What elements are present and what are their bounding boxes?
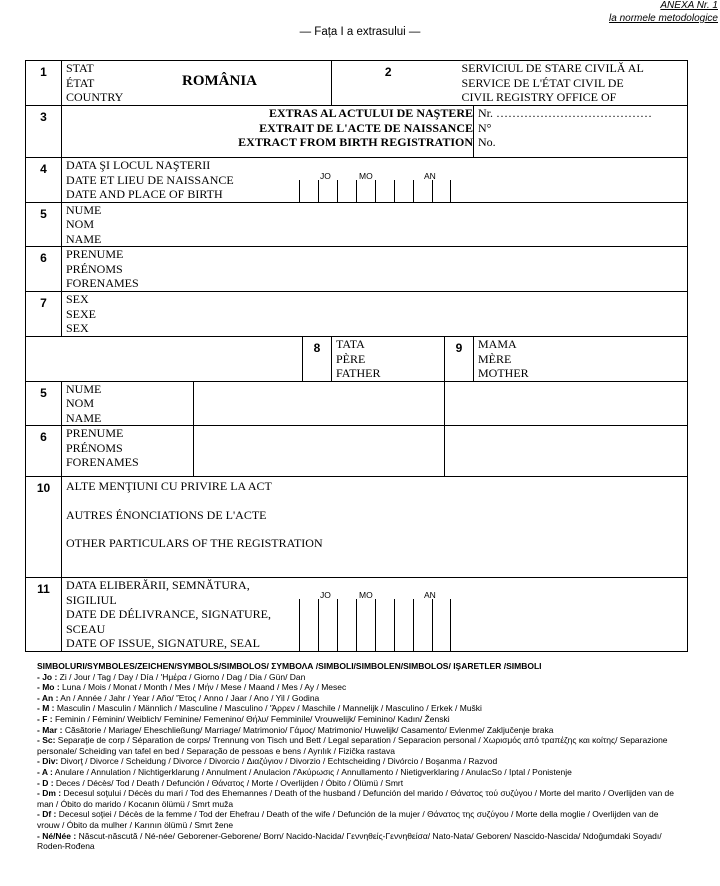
title-ro: EXTRAS AL ACTULUI DE NAŞTERE: [268, 106, 473, 120]
page-side-title: — Fața I a extrasului —: [299, 26, 421, 38]
symbol-key: - Dm :: [37, 788, 62, 799]
parents-name-label-ro: NUME: [66, 381, 102, 396]
symbol-key: - A :: [37, 766, 53, 777]
field-2-label-en: CIVIL REGISTRY OFFICE OF: [461, 90, 617, 104]
birth-month-label: MO: [359, 171, 373, 181]
field-10-label-en: OTHER PARTICULARS OF THE REGISTRATION: [66, 536, 323, 550]
symbol-text: Luna / Mois / Monat / Month / Mes / Μήν / Mese / Maand / Mes / Ay / Mesec: [59, 682, 347, 693]
field-5-name: [62, 202, 688, 247]
field-7-label-ro: SEX: [66, 292, 89, 306]
parents-forenames-label: [62, 426, 194, 477]
registration-number: [474, 106, 688, 158]
symbols-heading: SIMBOLURI/SYMBOLES/ZEICHEN/SYMBOLS/SIMBOLOS/ ΣΥΜΒΟΛΑ /SIMBOLI/SIMBOLEN/SIMBOLOS/ IŞARETLER /SIMBOLI: [37, 661, 542, 671]
field-8-label-ro: TATA: [336, 337, 365, 351]
field-5-label-ro: NUME: [66, 202, 102, 217]
issue-year-label: AN: [424, 590, 436, 600]
symbol-key: - Div:: [37, 756, 59, 767]
field-11-label-ro-2: SIGILIUL: [66, 592, 117, 607]
field-1-label-ro: STAT: [66, 61, 94, 75]
symbol-item: [37, 682, 677, 693]
field-7-label-fr: SEXE: [66, 306, 96, 321]
parents-forenames-number: 6: [26, 426, 62, 477]
symbol-item: [37, 788, 677, 809]
symbol-item: [37, 756, 677, 767]
parents-name-label-fr: NOM: [66, 396, 95, 410]
symbol-text: An / Année / Jahr / Year / Año/ 'Έτος / Anno / Jaar / Ano / Yil / Godina: [58, 692, 320, 703]
field-3-number: 3: [26, 106, 62, 158]
symbol-item: [37, 714, 677, 725]
symbol-key: - F :: [37, 713, 53, 724]
parents-forenames-label-fr: PRÉNOMS: [66, 440, 123, 455]
field-7-sex: [62, 292, 688, 337]
field-10-label-ro: ALTE MENŢIUNI CU PRIVIRE LA ACT: [66, 479, 272, 493]
field-5-label-en: NAME: [66, 231, 102, 246]
symbols-list: [37, 672, 677, 852]
field-10-label-fr: AUTRES ÉNONCIATIONS DE L'ACTE: [66, 507, 267, 522]
field-8-father: [332, 337, 445, 382]
symbol-item: [37, 767, 677, 778]
parents-forenames-label-en: FORENAMES: [66, 455, 139, 469]
birth-day-label: JO: [320, 171, 331, 181]
field-10-number: 10: [26, 477, 62, 578]
field-9-label-en: MOTHER: [478, 366, 529, 380]
symbol-key: - Df :: [37, 809, 57, 820]
field-5-number: 5: [26, 202, 62, 247]
father-name-value: [194, 381, 445, 426]
field-9-label-fr: MÈRE: [478, 351, 512, 366]
field-11-label-fr-2: SCEAU: [66, 621, 106, 636]
birth-date-boxes: [299, 180, 451, 202]
symbol-text: Decesul soţiei / Décès de la femme / Tod der Ehefrau / Death of the wife / Defunción de la mujer / Θάνατος της συζύγου / Morte della moglie / Overlijden van de vrouw / Óbito da mulher / Karının ölümü / Smrt žene: [37, 809, 659, 830]
symbol-item: [37, 809, 677, 830]
symbol-item: [37, 703, 677, 714]
field-6-label-fr: PRÉNOMS: [66, 261, 123, 276]
reg-nr-ro: Nr. …………………………………: [478, 106, 652, 120]
issue-month-label: MO: [359, 590, 373, 600]
symbol-item: [37, 778, 677, 789]
mother-name-value: [445, 381, 688, 426]
field-4-label-fr: DATE ET LIEU DE NAISSANCE: [66, 172, 234, 187]
symbol-key: - Mo :: [37, 682, 60, 693]
field-11-label-ro-1: DATA ELIBERĂRII, SEMNĂTURA,: [66, 578, 250, 592]
field-6-label-en: FORENAMES: [66, 276, 139, 290]
field-1-label-en: COUNTRY: [66, 90, 124, 104]
country-value: ROMÂNIA: [182, 73, 257, 89]
parents-blank: [26, 337, 303, 382]
symbol-item: [37, 672, 677, 683]
symbol-text: Căsătorie / Mariage/ Eheschließung/ Marriage/ Matrimonio/ Γάμος/ Matrimonio/ Huwelijk/ Casamento/ Evlenme/ Zaključenje braka: [62, 724, 554, 735]
symbol-item: [37, 831, 677, 852]
symbol-key: - An :: [37, 692, 59, 703]
field-9-number: 9: [445, 337, 474, 382]
symbol-text: Zi / Jour / Tag / Day / Día / 'Ημέρα / Giorno / Dag / Dia / Gün/ Dan: [57, 671, 306, 682]
field-11-number: 11: [26, 578, 62, 652]
symbol-key: - M :: [37, 703, 55, 714]
symbol-text: Anulare / Annulation / Nichtigerklarung / Annulment / Anulacion /'Ακύρωσις / Annullamento / Nietigverklaring / AnulacSo / Iptal / Ponistenje: [52, 766, 572, 777]
reg-nr-fr: N°: [478, 120, 492, 135]
parents-name-label: [62, 381, 194, 426]
symbol-text: Masculin / Masculin / Männlich / Masculine / Masculino / 'Άρρεν / Maschile / Mannelijk / Masculino / Erkek / Muški: [54, 703, 482, 714]
birth-extract-form: [25, 60, 688, 652]
field-2-number: 2: [332, 61, 445, 106]
birth-year-label: AN: [424, 171, 436, 181]
symbol-item: [37, 735, 677, 756]
field-9-label-ro: MAMA: [478, 337, 517, 351]
symbol-item: [37, 725, 677, 736]
parents-name-number: 5: [26, 381, 62, 426]
field-7-label-en: SEX: [66, 321, 89, 335]
field-4-label-en: DATE AND PLACE OF BIRTH: [66, 187, 223, 201]
parents-name-label-en: NAME: [66, 410, 102, 425]
father-forenames-value: [194, 426, 445, 477]
symbol-key: - D :: [37, 777, 54, 788]
field-4-number: 4: [26, 158, 62, 203]
title-fr: EXTRAIT DE L'ACTE DE NAISSANCE: [259, 120, 473, 135]
field-6-forenames: [62, 247, 688, 292]
symbol-text: Deces / Décès/ Tod / Death / Defunción / Θάνατος / Morte / Overlijden / Óbito / Ölümü / Smrt: [53, 777, 404, 788]
symbol-text: Feminin / Féminin/ Weiblich/ Feminine/ Femenino/ Θήλυ/ Femminile/ Vrouwelijk/ Feminino/ Kadın/ Ženski: [52, 713, 450, 724]
symbols-legend: [37, 661, 677, 852]
mother-forenames-value: [445, 426, 688, 477]
issue-date-boxes: [299, 599, 451, 651]
parents-forenames-label-ro: PRENUME: [66, 426, 124, 440]
field-6-number: 6: [26, 247, 62, 292]
field-8-label-en: FATHER: [336, 366, 381, 380]
field-8-label-fr: PÈRE: [336, 351, 366, 366]
document-title: [62, 106, 474, 158]
symbol-key: - Jo :: [37, 671, 58, 682]
symbol-key: - Né/Née :: [37, 830, 77, 841]
symbol-key: - Sc:: [37, 735, 56, 746]
field-10-other-particulars: [62, 477, 688, 578]
symbol-text: Separaţie de corp / Séparation de corps/ Trennung von Tisch und Bett / Legal separation / Separacion personal / Χωρισμός από τραπέζης και κοίτης/ Separazione personale/ Scheiding van tafel en bed / Separação de pessoas e bens / Ayrılık / Fizička rastava: [37, 735, 668, 756]
field-6-label-ro: PRENUME: [66, 247, 124, 261]
field-11-label-en: DATE OF ISSUE, SIGNATURE, SEAL: [66, 636, 261, 650]
field-5-label-fr: NOM: [66, 217, 95, 231]
field-11-issue: [62, 578, 688, 652]
symbol-item: [37, 693, 677, 704]
field-7-number: 7: [26, 292, 62, 337]
field-1-country: [62, 61, 332, 106]
title-en: EXTRACT FROM BIRTH REGISTRATION: [238, 135, 473, 149]
field-1-number: 1: [26, 61, 62, 106]
reg-nr-en: No.: [478, 135, 496, 149]
annex-label: ANEXA Nr. 1: [660, 0, 718, 11]
field-9-mother: [474, 337, 688, 382]
symbol-key: - Mar :: [37, 724, 63, 735]
symbol-text: Divorţ / Divorce / Scheidung / Divorce / Divorcio / Διαζύγιον / Divorzio / Echtscheiding / Divórcio / Boşanma / Razvod: [58, 756, 498, 767]
field-2-label-ro: SERVICIUL DE STARE CIVILĂ AL: [461, 61, 644, 75]
field-4-birth-date-place: [62, 158, 688, 203]
field-4-label-ro: DATA ŞI LOCUL NAŞTERII: [66, 158, 211, 172]
field-2-label-fr: SERVICE DE L'ÉTAT CIVIL DE: [461, 75, 624, 90]
symbol-text: Decesul soţului / Décès du mari / Tod des Ehemannes / Death of the husband / Defunción del marido / Θάνατος τού συζύγου / Morte del marito / Overlijden van de man / Óbito do marido / Kocanın ölümü / Smrt muža: [37, 788, 674, 809]
field-11-label-fr-1: DATE DE DÉLIVRANCE, SIGNATURE,: [66, 607, 271, 621]
issue-day-label: JO: [320, 590, 331, 600]
symbol-text: Născut-născută / Né-née/ Geborener-Geborene/ Born/ Nacido-Nacida/ Γεννηθείς-Γεννηθείσα/ Nato-Nata/ Geboren/ Nascido-Nascida/ Ndoğumdaki Soyadı/ Roden-Rođena: [37, 830, 662, 852]
field-2-office: [445, 61, 688, 106]
norms-label: la normele metodologice: [609, 13, 718, 24]
field-1-label-fr: ÉTAT: [66, 75, 95, 90]
field-8-number: 8: [303, 337, 332, 382]
